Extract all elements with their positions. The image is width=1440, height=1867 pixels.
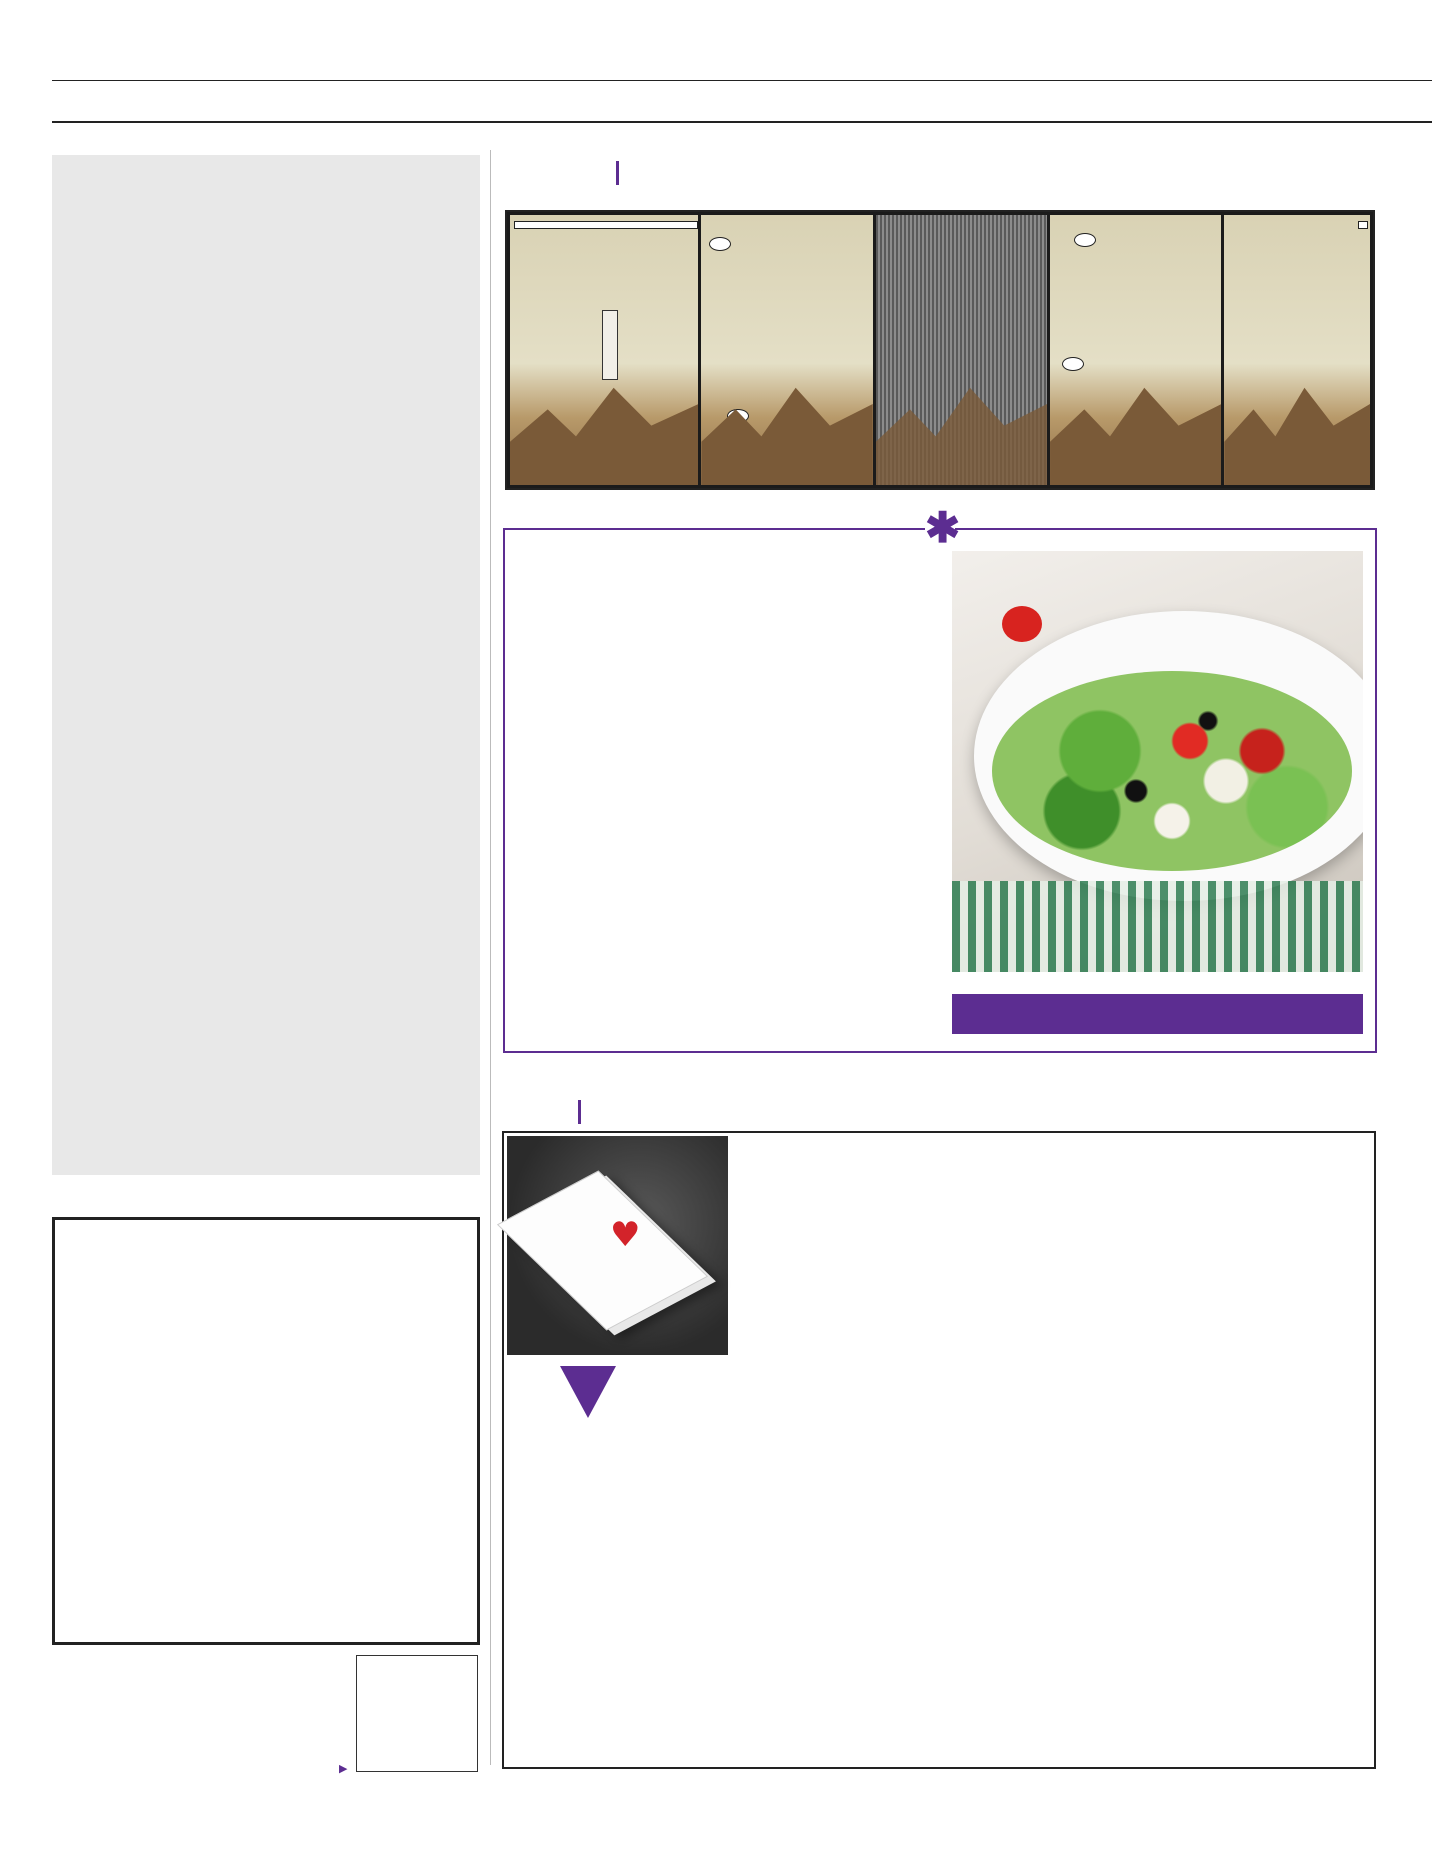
mountain-drawing [510,377,698,485]
checkered-cloth [952,881,1363,972]
comic-panel-3 [876,215,1047,485]
title-bar [616,161,619,185]
tomato [1002,606,1042,642]
lighthouse-drawing [602,310,618,380]
heart-icon: ♥ [610,1215,641,1255]
asterisk-icon: ✱ [925,504,961,551]
comic-strip [505,210,1375,490]
mountain-drawing [1050,377,1221,485]
comic-panel-1 [510,215,698,485]
comic-panel-4 [1050,215,1221,485]
comic-caption [1358,221,1368,229]
speech-bubble [709,237,731,251]
arrow-right-icon: ▶ [339,1763,348,1775]
lector-chef-banner [952,994,1363,1034]
comic-panel-2 [701,215,872,485]
speech-bubble [1062,357,1084,371]
header-rule-top [52,80,1432,81]
triangle-marker [560,1366,616,1418]
comic-caption [514,221,698,229]
title-bar [578,1100,581,1124]
horoscope-panel [52,155,480,1175]
sudoku-grid[interactable] [52,1217,480,1645]
mountain-drawing [1224,377,1370,485]
comic-panel-5 [1224,215,1370,485]
sudoku-solution-grid [356,1655,478,1772]
salad-greens [992,671,1352,871]
mountain-drawing [701,377,872,485]
column-divider [490,150,491,1765]
header-rule-bottom [52,121,1432,123]
salad-photo [952,551,1363,972]
speech-bubble [1074,233,1096,247]
mountain-drawing [876,377,1047,485]
